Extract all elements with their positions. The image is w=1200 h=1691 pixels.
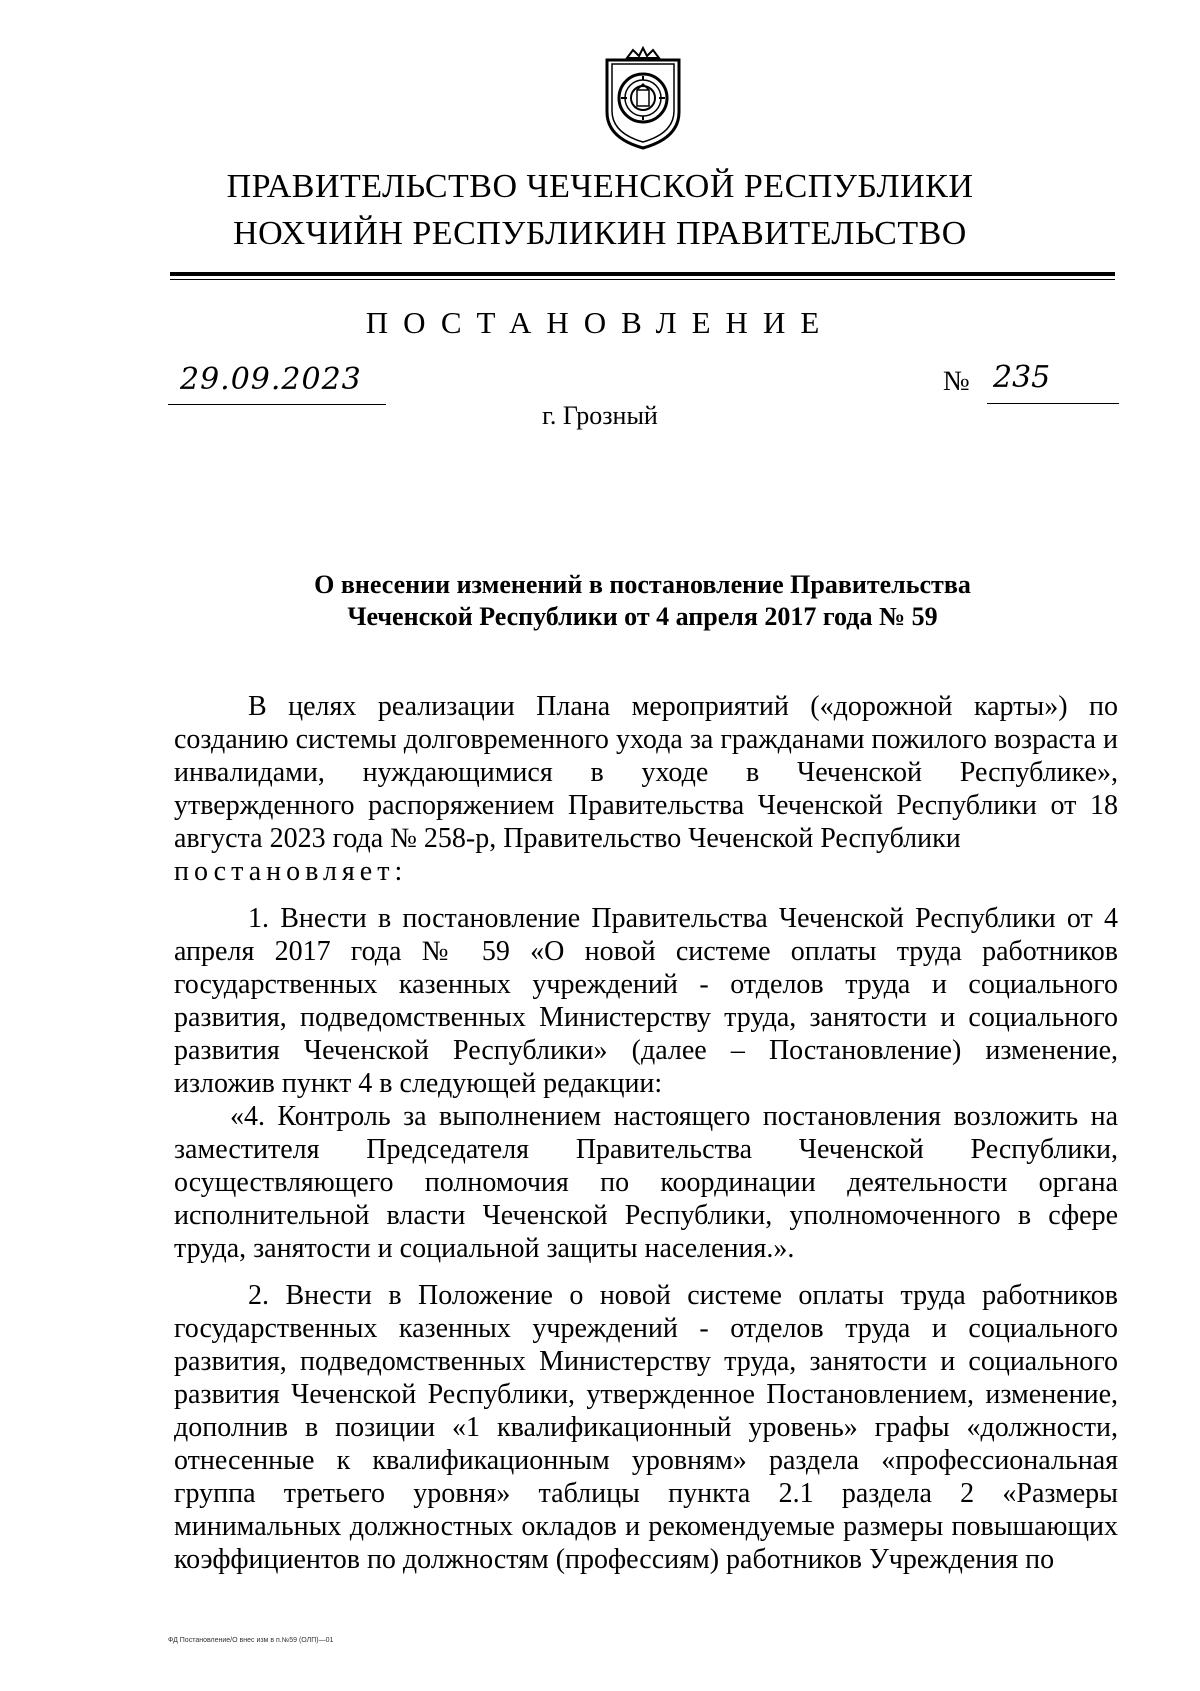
preamble-paragraph xyxy=(174,690,1118,855)
number-label: № xyxy=(943,366,970,397)
document-body xyxy=(174,690,1118,1576)
document-date-field xyxy=(168,362,386,405)
header-divider-thin xyxy=(170,279,1115,280)
organization-name-russian: ПРАВИТЕЛЬСТВО ЧЕЧЕНСКОЙ РЕСПУБЛИКИ xyxy=(226,168,974,205)
document-type: ПОСТАНОВЛЕНИЕ xyxy=(365,305,835,340)
document-title xyxy=(170,569,1115,633)
document-number-field xyxy=(943,360,1119,404)
header-divider-thick xyxy=(170,272,1115,276)
coat-of-arms-icon xyxy=(597,46,689,152)
document-title-line2: Чеченской Республики от 4 апреля 2017 года № 59 xyxy=(347,602,938,631)
resolves-paragraph xyxy=(174,855,1118,888)
document-number: 235 xyxy=(993,360,1051,395)
document-city: г. Грозный xyxy=(542,401,658,430)
footer-file-reference: ФД Постановление/О внес изм в п.№59 (ОЛП)—01 xyxy=(168,1637,334,1644)
preamble-text: В целях реализации Плана мероприятий («дорожной карты») по созданию системы долговременного ухода за гражданами пожилого возраста и инвалидами, нуждающимися в уходе в Чеченской Республике», утвержденного распоряжением Правительства Чеченской Республики от 18 августа 2023 года № 258-р, Правительство Чеченской Республики xyxy=(174,691,1118,854)
item-1-quote-paragraph: «4. Контроль за выполнением настоящего постановления возложить на заместителя Председателя Правительства Чеченской Республики, осуществляющего полномочия по координации деятельности органа исполнительной власти Чеченской Республики, уполномоченного в сфере труда, занятости и социальной защиты населения.». xyxy=(174,1101,1118,1264)
document-date: 29.09.2023 xyxy=(180,362,362,397)
item-2-paragraph: 2. Внести в Положение о новой системе оплаты труда работников государственных казенных учреждений - отделов труда и социального развития, подведомственных Министерству труда, занятости и социального развития Чеченской Республики, утвержденное Постановлением, изменение, дополнив в позиции «1 квалификационный уровень» графы «должности, отнесенные к квалификационным уровням» раздела «профессиональная группа третьего уровня» таблицы пункта 2.1 раздела 2 «Размеры минимальных должностных окладов и рекомендуемые размеры повышающих коэффициентов по должностям (профессиям) работников Учреждения по xyxy=(174,1280,1118,1575)
document-title-line1: О внесении изменений в постановление Правительства xyxy=(314,570,971,599)
organization-name-chechen: НОХЧИЙН РЕСПУБЛИКИН ПРАВИТЕЛЬСТВО xyxy=(233,215,967,252)
resolves-word: постановляет: xyxy=(174,856,408,887)
item-1-paragraph: 1. Внести в постановление Правительства Чеченской Республики от 4 апреля 2017 года № 59 «О новой системе оплаты труда работников государственных казенных учреждений - отделов труда и социального развития, подведомственных Министерству труда, занятости и социального развития Чеченской Республики» (далее – Постановление) изменение, изложив пункт 4 в следующей редакции: xyxy=(174,903,1118,1099)
